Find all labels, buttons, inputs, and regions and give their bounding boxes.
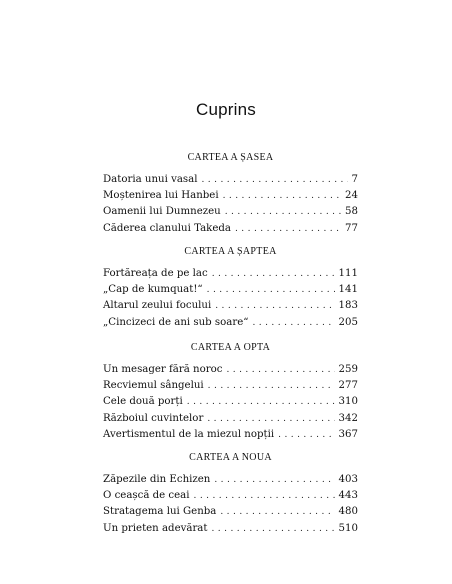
toc-entry — [103, 188, 358, 204]
entry-page-number: 141 — [338, 284, 358, 296]
entry-page-number: 183 — [338, 300, 358, 312]
entry-title: Avertismentul de la miezul nopții — [103, 428, 275, 440]
entry-page-number: 277 — [338, 380, 358, 392]
entry-title: Altarul zeului focului — [103, 300, 212, 312]
entry-page-number: 342 — [338, 412, 358, 424]
entry-title: Un mesager fără noroc — [103, 364, 223, 375]
dot-leader — [207, 282, 335, 298]
section-heading: CARTEA A NOUA — [189, 452, 272, 463]
entry-page-number: 111 — [338, 268, 358, 279]
entry-title: Războiul cuvintelor — [103, 412, 204, 424]
toc-entry — [103, 362, 358, 378]
dot-leader — [226, 362, 334, 378]
entry-title: „Cincizeci de ani sub soare“ — [103, 316, 249, 328]
entry-page-number: 480 — [338, 506, 358, 518]
dot-leader — [225, 204, 341, 220]
toc-entry — [103, 378, 358, 394]
entry-title: Oamenii lui Dumnezeu — [103, 206, 221, 218]
toc-entry — [103, 221, 358, 237]
toc-entry — [103, 315, 358, 331]
dot-leader — [220, 504, 334, 520]
entry-title: Stratagema lui Genba — [103, 506, 217, 518]
entry-page-number: 24 — [345, 190, 358, 202]
entry-title: Datoria unui vasal — [103, 174, 198, 185]
entry-page-number: 403 — [338, 474, 358, 485]
entry-title: „Cap de kumquat!“ — [103, 284, 203, 296]
entry-page-number: 510 — [338, 522, 358, 534]
dot-leader — [201, 172, 347, 188]
entry-title: Recviemul sângelui — [103, 380, 204, 392]
dot-leader — [215, 298, 334, 314]
dot-leader — [223, 188, 341, 204]
toc-entry — [103, 488, 358, 504]
toc-entry — [103, 411, 358, 427]
entry-title: O ceașcă de ceai — [103, 490, 190, 502]
dot-leader — [252, 315, 334, 331]
dot-leader — [214, 472, 334, 488]
toc-section-cartea-a-opta — [103, 342, 358, 443]
entry-title: Cele două porți — [103, 396, 183, 408]
toc-entry — [103, 266, 358, 282]
toc-entry — [103, 427, 358, 443]
entry-page-number: 77 — [345, 222, 358, 234]
section-heading: CARTEA A ȘASEA — [187, 152, 274, 163]
toc-entry — [103, 394, 358, 410]
entry-page-number: 367 — [338, 428, 358, 440]
entry-title: Moștenirea lui Hanbei — [103, 190, 219, 202]
page-title: Cuprins — [196, 100, 256, 119]
dot-leader — [278, 427, 334, 443]
toc-section-cartea-a-sasea — [103, 152, 358, 237]
toc-entry — [103, 204, 358, 220]
dot-leader — [207, 411, 334, 427]
toc-entry — [103, 298, 358, 314]
dot-leader — [194, 488, 335, 504]
toc-entry — [103, 172, 358, 188]
toc-entry — [103, 282, 358, 298]
section-heading: CARTEA A ȘAPTEA — [184, 246, 277, 257]
toc-entry — [103, 504, 358, 520]
entry-page-number: 259 — [338, 364, 358, 375]
toc-section-cartea-a-noua — [103, 452, 358, 537]
entry-page-number: 310 — [338, 396, 358, 408]
toc-entry — [103, 472, 358, 488]
entry-title: Un prieten adevărat — [103, 522, 208, 534]
dot-leader — [235, 221, 341, 237]
dot-leader — [208, 378, 335, 394]
toc-entry — [103, 521, 358, 537]
dot-leader — [212, 266, 335, 282]
entry-title: Zăpezile din Echizen — [103, 474, 211, 485]
entry-title: Căderea clanului Takeda — [103, 222, 231, 234]
entry-title: Fortăreața de pe lac — [103, 268, 208, 279]
entry-page-number: 7 — [351, 174, 358, 185]
dot-leader — [211, 521, 334, 537]
dot-leader — [187, 394, 335, 410]
entry-page-number: 205 — [338, 316, 358, 328]
toc-section-cartea-a-saptea — [103, 246, 358, 331]
entry-page-number: 58 — [345, 206, 358, 218]
section-heading: CARTEA A OPTA — [190, 342, 271, 353]
entry-page-number: 443 — [338, 490, 358, 502]
